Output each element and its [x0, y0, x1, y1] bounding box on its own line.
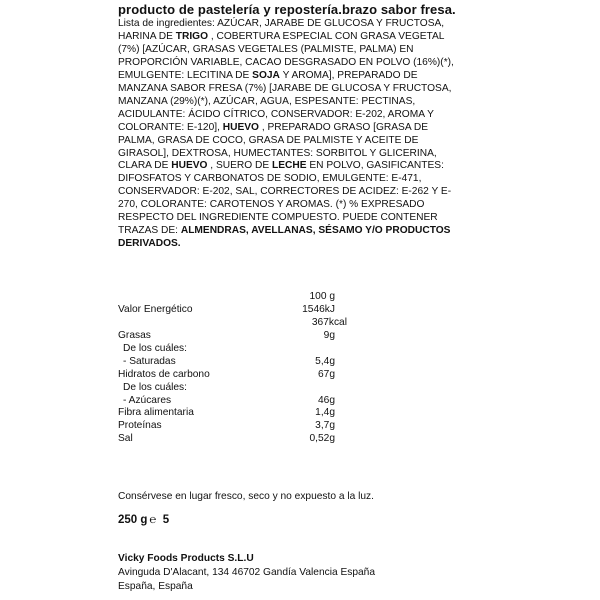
allergen-text: ALMENDRAS, AVELLANAS, SÉSAMO Y/O PRODUCTOS DERIVADOS. — [118, 225, 451, 250]
nutrient-label: Proteínas — [118, 420, 162, 432]
nutrient-value: 46g — [318, 394, 335, 406]
nutrient-value: 5,4g — [315, 355, 335, 367]
nutrition-header: 100 g — [309, 291, 335, 302]
unit-count: 5 — [162, 514, 170, 526]
allergen-text: HUEVO — [171, 160, 208, 172]
product-title: producto de pastelería y repostería.brazo sabor fresa. — [118, 2, 456, 17]
estimated-sign-icon: ℮ — [149, 514, 157, 526]
storage-instructions: Consérvese en lugar fresco, seco y no expuesto a la luz. — [118, 491, 374, 502]
allergen-text: SOJA — [252, 69, 280, 81]
nutrient-value: 367kcal — [311, 316, 347, 328]
nutrient-label: De los cuáles: — [123, 342, 187, 354]
nutrition-row — [118, 395, 348, 408]
nutrient-value: 0,52g — [309, 433, 335, 445]
nutrient-value: 67g — [318, 368, 335, 380]
nutrition-row — [118, 356, 348, 369]
nutrition-row — [118, 420, 348, 433]
nutrition-row — [118, 330, 348, 343]
nutrition-table — [118, 291, 348, 446]
nutrient-label: Sal — [118, 433, 133, 445]
nutrition-row — [118, 407, 348, 420]
nutrient-label: Hidratos de carbono — [118, 368, 210, 380]
nutrient-value: 3,7g — [315, 420, 335, 432]
ingredient-text: EN POLVO, GASIFICANTES: DIFOSFATOS Y CARBONATOS DE SODIO, EMULGENTE: E-471, CONSERVADOR: E-202, SAL, CORRECTORES DE ACIDEZ: E-262 Y E-270, COLORANTE: CAROTENOS Y AROMAS. (*) % EXPRESADO RESPECTO DEL INGREDIENTE COMPUESTO. PUEDE CONTENER TRAZAS DE: — [118, 160, 452, 237]
nutrient-value: 1,4g — [315, 407, 335, 419]
ingredient-text: , PREPARADO GRASO [GRASA DE PALMA, GRASA DE COCO, GRASA DE PALMISTE Y ACEITE DE GIRASOL], DEXTROSA, HUMECTANTES: SORBITOL Y GLICERINA, CLARA DE — [118, 121, 437, 172]
allergen-text: LECHE — [272, 160, 307, 172]
company-name: Vicky Foods Products S.L.U — [118, 553, 254, 564]
nutrient-label: Fibra alimentaria — [118, 407, 194, 419]
nutrient-label: De los cuáles: — [123, 381, 187, 393]
nutrition-row — [118, 382, 348, 395]
ingredient-text: Lista de ingredientes: AZÚCAR, JARABE DE GLUCOSA Y FRUCTOSA, HARINA DE — [118, 18, 445, 42]
weight-amount: 250 g — [118, 514, 148, 526]
ingredients-list — [118, 18, 458, 251]
nutrient-value: 9g — [323, 329, 335, 341]
company-address — [118, 566, 375, 594]
nutrition-row — [118, 304, 348, 317]
nutrient-label: Valor Energético — [118, 303, 193, 315]
nutrition-header-row — [118, 291, 348, 304]
address-line-2: España, España — [118, 581, 193, 592]
nutrient-label: Grasas — [118, 329, 151, 341]
ingredient-text: Y AROMA], PREPARADO DE MANZANA SABOR FRESA (7%) [JARABE DE GLUCOSA Y FRUCTOSA, MANZANA (29%)(*), AZÚCAR, AGUA, ESPESANTE: PECTINAS, ACIDULANTE: ÁCIDO CÍTRICO, CONSERVADOR: E-202, AROMA Y COLORANTE: E-120], — [118, 69, 452, 133]
nutrition-row — [118, 317, 348, 330]
nutrition-row — [118, 369, 348, 382]
address-line-1: Avinguda D'Alacant, 134 46702 Gandía Valencia España — [118, 567, 376, 578]
allergen-text: TRIGO — [175, 30, 209, 42]
nutrient-label: - Saturadas — [123, 355, 176, 367]
nutrition-row — [118, 433, 348, 446]
net-weight — [118, 514, 169, 526]
nutrient-label: - Azúcares — [123, 394, 172, 406]
nutrition-row — [118, 343, 348, 356]
ingredient-text: , COBERTURA ESPECIAL CON GRASA VEGETAL (7%) [AZÚCAR, GRASAS VEGETALES (PALMISTE, PALMA) EN PROPORCIÓN VARIABLE, CACAO DESGRASADO EN POLVO (16%)(*), EMULGENTE: LECITINA DE — [118, 30, 454, 81]
nutrient-value: 1546kJ — [302, 303, 335, 315]
ingredient-text: , SUERO DE — [207, 160, 273, 172]
allergen-text: HUEVO — [222, 121, 259, 133]
